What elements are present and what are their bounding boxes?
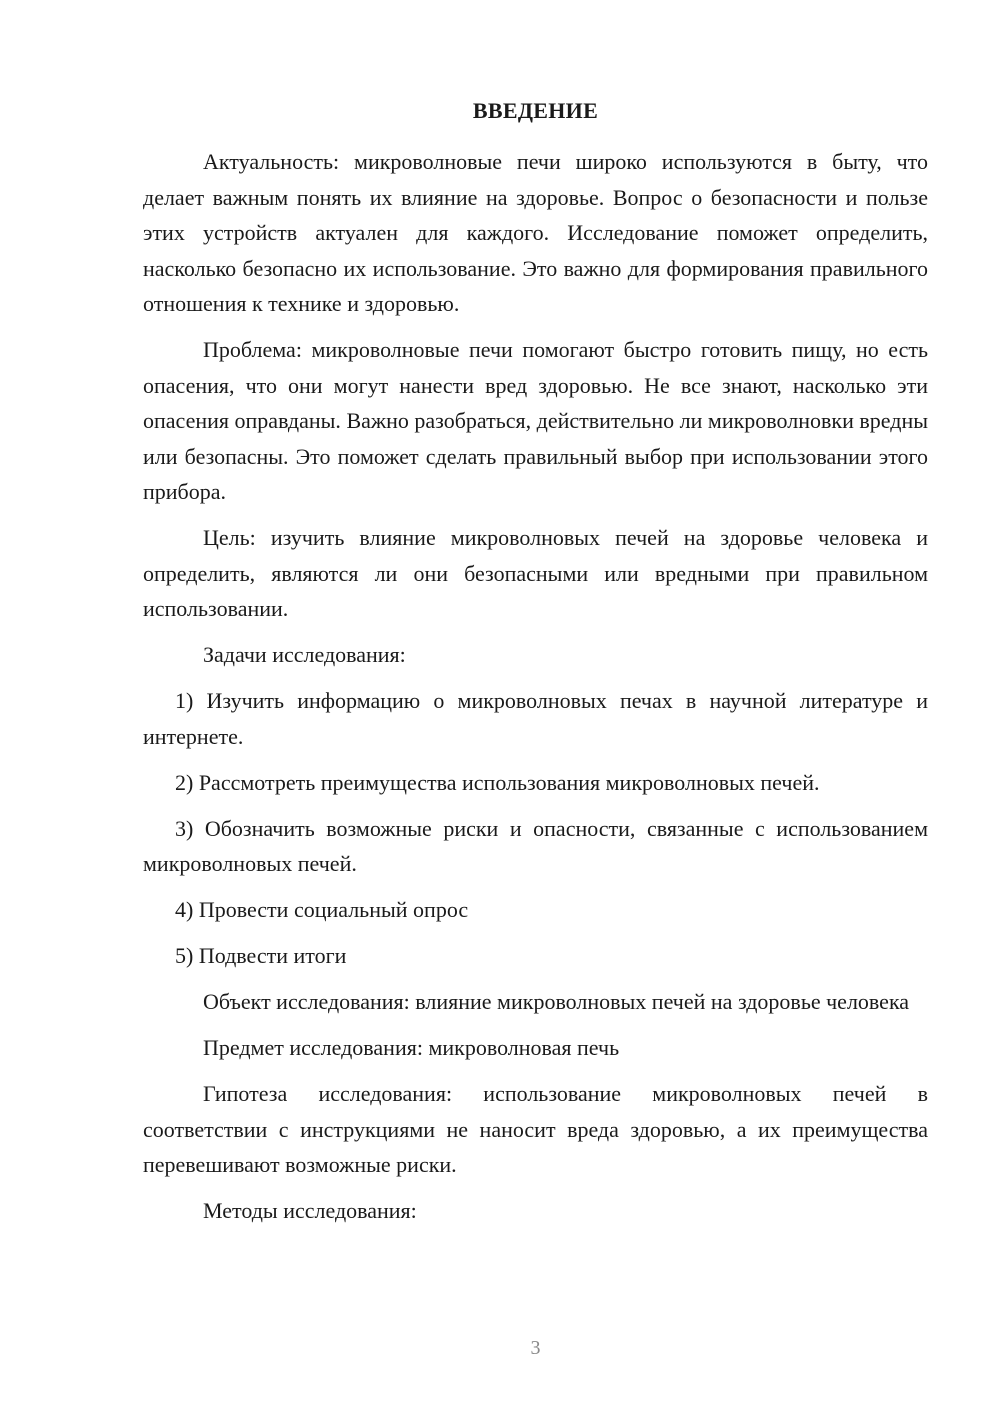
task-item-3: 3) Обозначить возможные риски и опасности, связанные с использованием микроволновых печей. [143, 815, 928, 876]
paragraph-hypothesis: Гипотеза исследования: использование микроволновых печей в соответствии с инструкциями не наносит вреда здоровью, а их преимущества перевешивают возможные риски. [143, 1081, 928, 1177]
page-title: ВВЕДЕНИЕ [472, 98, 599, 123]
paragraph-relevance: Актуальность: микроволновые печи широко используются в быту, что делает важным понять их влияние на здоровье. Вопрос о безопасности и пользе этих устройств актуален для каждого. Исследование поможет определить, насколько безопасно их использование. Это важно для формирования правильного отношения к технике и здоровью. [143, 149, 928, 316]
paragraph-object: Объект исследования: влияние микроволновых печей на здоровье человека [203, 989, 910, 1014]
task-item-1: 1) Изучить информацию о микроволновых печах в научной литературе и интернете. [143, 688, 928, 749]
paragraph-problem: Проблема: микроволновые печи помогают быстро готовить пищу, но есть опасения, что они могут нанести вред здоровью. Не все знают, насколько эти опасения оправданы. Важно разобраться, действительно ли микроволновки вредны или безопасны. Это поможет сделать правильный выбор при использовании этого прибора. [143, 337, 928, 504]
document-body [143, 144, 928, 1239]
paragraph-goal: Цель: изучить влияние микроволновых печей на здоровье человека и определить, являются ли они безопасными или вредными при правильном использовании. [143, 525, 928, 621]
paragraph-methods-heading: Методы исследования: [203, 1198, 417, 1223]
task-item-2: 2) Рассмотреть преимущества использования микроволновых печей. [175, 769, 820, 795]
task-item-4: 4) Провести социальный опрос [175, 897, 469, 922]
task-item-5: 5) Подвести итоги [175, 943, 347, 968]
paragraph-subject: Предмет исследования: микроволновая печь [203, 1035, 620, 1060]
paragraph-tasks-heading: Задачи исследования: [203, 642, 406, 667]
page-number: 3 [530, 1337, 541, 1359]
